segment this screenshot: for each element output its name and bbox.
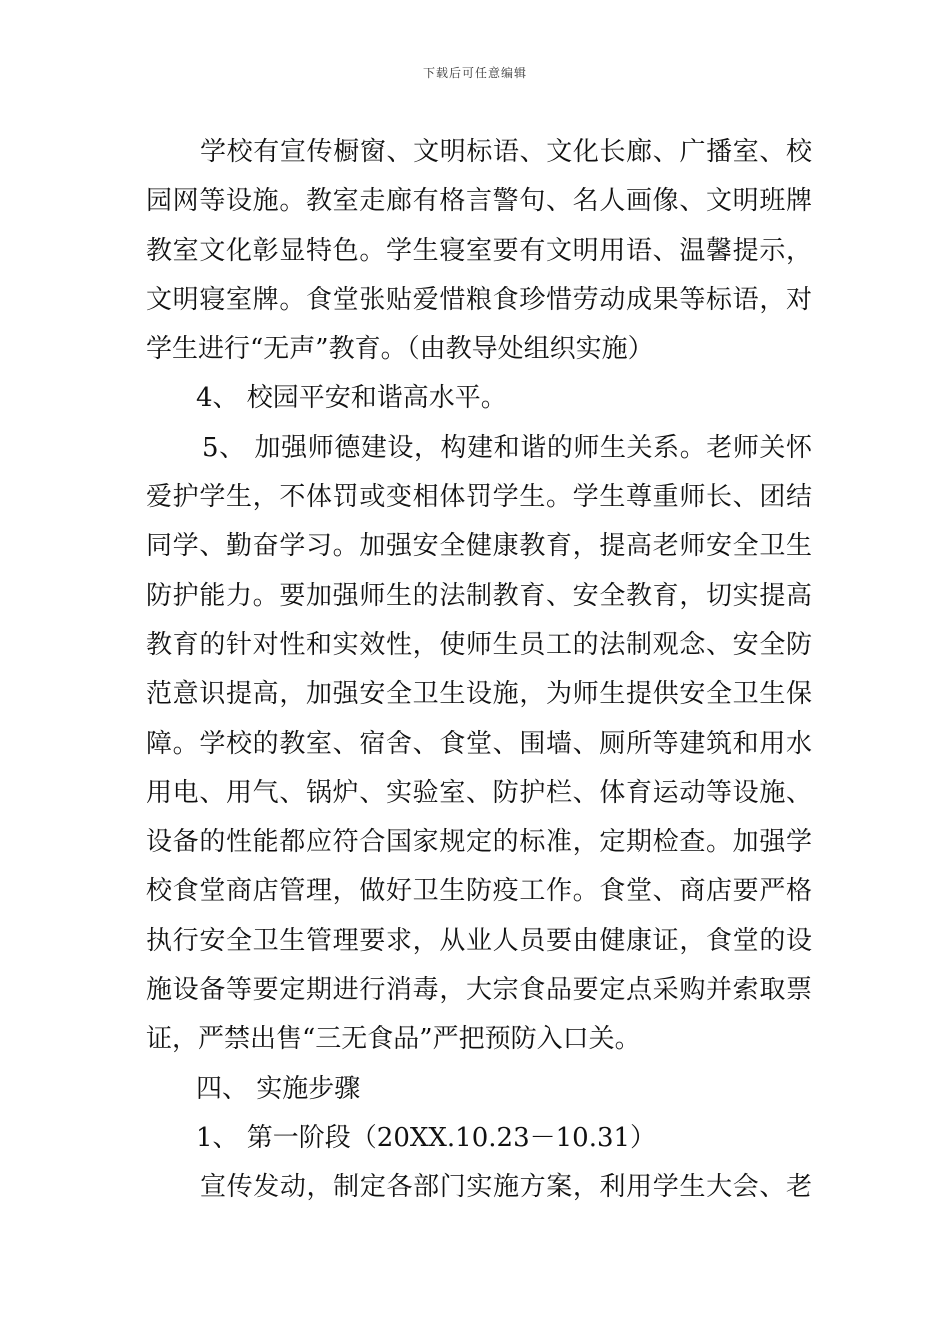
paragraph-line: 文明寝室牌。食堂张贴爱惜粮食珍惜劳动成果等标语，对 [146, 284, 812, 315]
document-body [146, 128, 812, 1213]
paragraph-line: 范意识提高，加强安全卫生设施，为师生提供安全卫生保 [146, 679, 812, 710]
list-item: 1、 第一阶段（20XX.10.23－10.31） [196, 1122, 657, 1153]
paragraph-line: 执行安全卫生管理要求，从业人员要由健康证，食堂的设 [146, 925, 812, 956]
list-item: 4、 校园平安和谐高水平。 [196, 383, 507, 414]
paragraph-line: 施设备等要定期进行消毒，大宗食品要定点采购并索取票 [146, 975, 812, 1006]
paragraph-line: 爱护学生，不体罚或变相体罚学生。学生尊重师长、团结 [146, 482, 812, 513]
paragraph-line: 设备的性能都应符合国家规定的标准，定期检查。加强学 [146, 827, 812, 858]
paragraph-line: 同学、勤奋学习。加强安全健康教育，提高老师安全卫生 [146, 531, 812, 562]
paragraph-line: 园网等设施。教室走廊有格言警句、名人画像、文明班牌 [146, 186, 812, 217]
paragraph-line: 防护能力。要加强师生的法制教育、安全教育，切实提高 [146, 580, 812, 611]
list-item: 5、 加强师德建设，构建和谐的师生关系。老师关怀 [202, 432, 812, 463]
paragraph-line: 障。学校的教室、宿舍、食堂、围墙、厕所等建筑和用水 [146, 728, 812, 759]
section-heading: 四、 实施步骤 [196, 1073, 361, 1104]
paragraph-line: 教育的针对性和实效性，使师生员工的法制观念、安全防 [146, 629, 812, 660]
paragraph-line: 用电、用气、锅炉、实验室、防护栏、体育运动等设施、 [146, 777, 812, 808]
paragraph-line: 学校有宣传橱窗、文明标语、文化长廊、广播室、校 [200, 137, 812, 167]
paragraph-line: 学生进行“无声”教育。（由教导处组织实施） [146, 334, 654, 365]
paragraph-line: 证，严禁出售“三无食品”严把预防入口关。 [146, 1024, 641, 1055]
paragraph-line: 校食堂商店管理，做好卫生防疫工作。食堂、商店要严格 [146, 876, 812, 907]
paragraph-line: 教室文化彰显特色。学生寝室要有文明用语、温馨提示， [146, 235, 812, 266]
page-header: 下载后可任意编辑 [422, 66, 527, 80]
paragraph-line: 宣传发动，制定各部门实施方案，利用学生大会、老 [200, 1172, 812, 1203]
